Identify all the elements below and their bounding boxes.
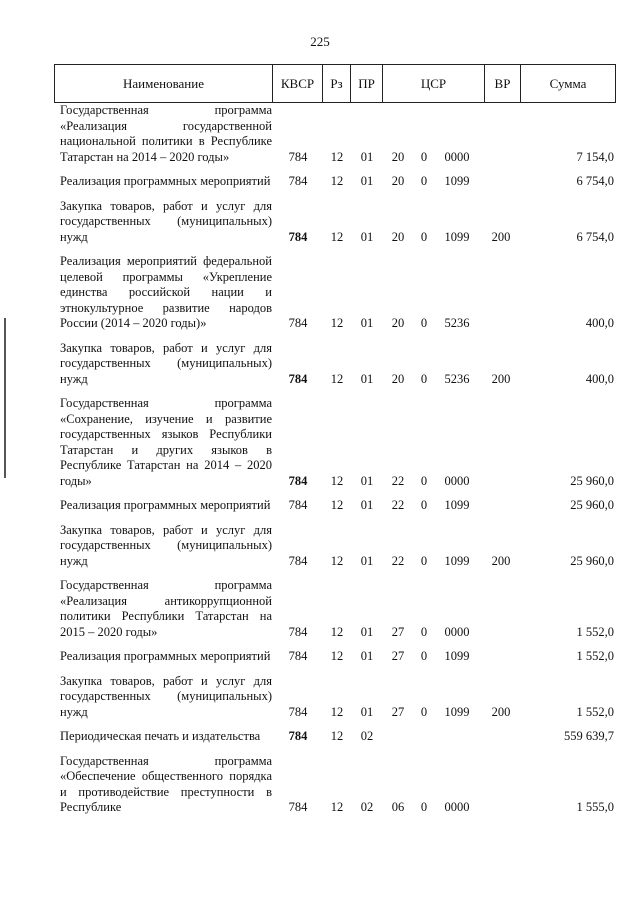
row-c1: 22 [391, 473, 405, 488]
table-row [54, 174, 616, 190]
row-c3: 0000 [444, 624, 470, 639]
row-c2: 0 [420, 800, 428, 814]
row-kvsr: 784 [288, 800, 308, 814]
row-c3: 0000 [444, 473, 470, 488]
table-row [54, 649, 616, 665]
row-sum: 25 960,0 [570, 498, 614, 512]
row-kvsr: 784 [288, 149, 308, 164]
row-name: Реализация программных мероприятий [60, 498, 271, 512]
table-row [54, 498, 616, 514]
header-sum: Сумма [549, 76, 587, 91]
row-name: Закупка товаров, работ и услуг для государственных (муниципальных) нужд [60, 340, 272, 386]
row-rz: 12 [330, 704, 344, 719]
row-rz: 12 [330, 149, 344, 164]
row-kvsr: 784 [288, 704, 308, 719]
row-c2: 0 [420, 498, 428, 512]
row-pr: 01 [360, 624, 374, 639]
row-pr: 02 [360, 729, 374, 743]
margin-line [4, 318, 6, 478]
row-name: Государственная программа «Обеспечение общественного порядка и противодействие преступности в Республике [60, 753, 272, 814]
row-sum: 6 754,0 [576, 174, 614, 188]
row-vr: 200 [491, 553, 511, 568]
row-name: Реализация программных мероприятий [60, 649, 271, 663]
row-c1: 20 [391, 316, 405, 330]
row-c2: 0 [420, 473, 428, 488]
row-vr: 200 [491, 704, 511, 719]
row-c2: 0 [420, 174, 428, 188]
row-rz: 12 [330, 371, 344, 386]
row-pr: 01 [360, 473, 374, 488]
row-name: Периодическая печать и издательства [60, 729, 261, 743]
row-c1: 27 [391, 649, 405, 663]
row-name: Закупка товаров, работ и услуг для государственных (муниципальных) нужд [60, 673, 272, 719]
row-kvsr: 784 [288, 553, 308, 568]
row-name: Реализация программных мероприятий [60, 174, 271, 188]
row-c3: 1099 [444, 498, 470, 512]
row-sum: 7 154,0 [576, 149, 614, 164]
row-sum: 400,0 [585, 371, 614, 386]
row-sum: 1 552,0 [576, 704, 614, 719]
row-c3: 5236 [444, 316, 470, 330]
row-c3: 1099 [444, 649, 470, 663]
row-c2: 0 [420, 149, 428, 164]
row-c3: 1099 [444, 174, 470, 188]
table-row [54, 199, 616, 246]
row-rz: 12 [330, 800, 344, 814]
header-name: Наименование [55, 65, 273, 102]
row-sum: 1 555,0 [576, 800, 614, 814]
row-c1: 20 [391, 371, 405, 386]
row-c3: 0000 [444, 149, 470, 164]
page-number: 225 [310, 34, 330, 49]
row-c1: 27 [391, 624, 405, 639]
row-vr: 200 [491, 229, 511, 244]
row-c1: 06 [391, 800, 405, 814]
row-name: Реализация мероприятий федеральной целевой программы «Укрепление единства российской нации и этнокультурное развитие народов России (2014 – 2020 годы)» [60, 254, 272, 330]
table-row [54, 578, 616, 640]
row-c3: 0000 [444, 800, 470, 814]
row-sum: 1 552,0 [576, 624, 614, 639]
row-name: Государственная программа «Реализация государственной национальной политики в Республике Татарстан на 2014 – 2020 годы» [60, 103, 272, 164]
row-kvsr: 784 [288, 624, 308, 639]
row-pr: 01 [360, 371, 374, 386]
row-pr: 01 [360, 553, 374, 568]
row-rz: 12 [330, 649, 344, 663]
table-row [54, 523, 616, 570]
row-c2: 0 [420, 553, 428, 568]
row-kvsr: 784 [288, 729, 308, 743]
row-kvsr: 784 [288, 498, 308, 512]
row-c2: 0 [420, 316, 428, 330]
row-c3: 1099 [444, 553, 470, 568]
row-c1: 22 [391, 553, 405, 568]
row-rz: 12 [330, 473, 344, 488]
row-rz: 12 [330, 624, 344, 639]
table-body [54, 103, 616, 825]
row-kvsr: 784 [288, 371, 308, 386]
row-c2: 0 [420, 624, 428, 639]
row-c1: 20 [391, 149, 405, 164]
row-c2: 0 [420, 649, 428, 663]
row-sum: 6 754,0 [576, 229, 614, 244]
row-kvsr: 784 [288, 174, 308, 188]
table-row [54, 254, 616, 332]
row-kvsr: 784 [288, 473, 308, 488]
row-sum: 25 960,0 [570, 553, 614, 568]
row-pr: 01 [360, 704, 374, 719]
header-csr: ЦСР [383, 65, 485, 102]
row-name: Закупка товаров, работ и услуг для государственных (муниципальных) нужд [60, 198, 272, 244]
row-c1: 20 [391, 229, 405, 244]
table-row [54, 341, 616, 388]
row-kvsr: 784 [288, 229, 308, 244]
row-rz: 12 [330, 316, 344, 330]
row-pr: 01 [360, 174, 374, 188]
row-pr: 02 [360, 800, 374, 814]
row-c1: 27 [391, 704, 405, 719]
row-pr: 01 [360, 229, 374, 244]
table-row [54, 103, 616, 165]
row-kvsr: 784 [288, 316, 308, 330]
row-rz: 12 [330, 553, 344, 568]
table-header [54, 64, 616, 103]
row-name: Закупка товаров, работ и услуг для государственных (муниципальных) нужд [60, 522, 272, 568]
header-kvsr: КВСР [273, 65, 323, 102]
row-name: Государственная программа «Сохранение, изучение и развитие государственных языков Республики Татарстан и других языков в Республике Татарстан на 2014 – 2020 годы» [60, 396, 272, 488]
row-rz: 12 [330, 729, 344, 743]
table-row [54, 729, 616, 745]
row-rz: 12 [330, 498, 344, 512]
row-rz: 12 [330, 174, 344, 188]
row-pr: 01 [360, 149, 374, 164]
header-rz: Рз [323, 65, 351, 102]
row-c3: 1099 [444, 229, 470, 244]
row-c2: 0 [420, 371, 428, 386]
row-kvsr: 784 [288, 649, 308, 663]
row-sum: 1 552,0 [576, 649, 614, 663]
header-vr: ВР [485, 65, 521, 102]
row-pr: 01 [360, 498, 374, 512]
row-pr: 01 [360, 316, 374, 330]
row-pr: 01 [360, 649, 374, 663]
row-c1: 20 [391, 174, 405, 188]
row-c2: 0 [420, 229, 428, 244]
table-row [54, 754, 616, 816]
row-sum: 400,0 [585, 316, 614, 330]
row-c3: 5236 [444, 371, 470, 386]
row-sum: 559 639,7 [564, 729, 614, 743]
header-pr: ПР [351, 65, 383, 102]
row-name: Государственная программа «Реализация антикоррупционной политики Республики Татарстан на 2015 – 2020 годы» [60, 578, 272, 639]
table-row [54, 674, 616, 721]
row-c3: 1099 [444, 704, 470, 719]
row-sum: 25 960,0 [570, 473, 614, 488]
row-vr: 200 [491, 371, 511, 386]
row-c2: 0 [420, 704, 428, 719]
row-rz: 12 [330, 229, 344, 244]
table-row [54, 396, 616, 489]
row-c1: 22 [391, 498, 405, 512]
